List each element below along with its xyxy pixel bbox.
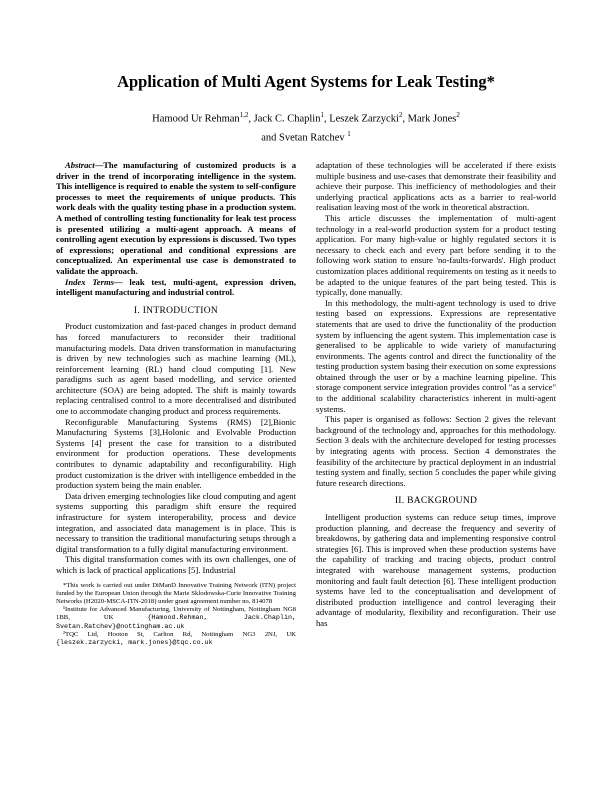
author-name: , Leszek Zarzycki xyxy=(323,113,399,125)
affiliation-email: {Hamood.Rehman, Jack.Chaplin, Svetan.Ratchev}@nottingham.ac.uk xyxy=(56,614,296,631)
author-name: , Jack C. Chaplin xyxy=(248,113,321,125)
section-heading-introduction: I. INTRODUCTION xyxy=(133,305,219,316)
affil-sup: 1,2 xyxy=(239,111,249,119)
paragraph: Product customization and fast-paced changes in product demand has forced manufacturers to reconsider their traditional manufacturing models. Data driven transformation in manufacturing is driven by new technologies such as machine learning (ML), reinforcement learning (RL) hand cloud computing [1]. New paradigms such as agent based modelling, and service oriented architecture (SOA) are being adopted. The shift is mainly towards replacing centralised control to a more decentralised and distributed one to accommodate changing product and process requirements. xyxy=(56,321,296,417)
footnote-affiliation-1 xyxy=(56,606,296,631)
paragraph: This paper is organised as follows: Section 2 gives the relevant background of the technology and, approaches for this methodology. Section 3 deals with the architecture developed for testing processes by integrating agents with process. Section 4 demonstrates the feasibility of the architecture by practical deployment in an industrial testing system and finally, section 5 concludes the paper while giving future research directions. xyxy=(316,414,556,488)
paragraph: Data driven emerging technologies like cloud computing and agent systems supporting this paradigm shift ensure the required infrastructure for system interoperability, process and device integration, and associated data management is in place. This is necessary to transition the traditional manufacturing setups through a digital transformation to a fully digital manufacturing environment. xyxy=(56,490,296,554)
paragraph: This digital transformation comes with its own challenges, one of which is lack of practical applications [5]. Industrial xyxy=(56,554,296,575)
author-block xyxy=(80,108,532,145)
footnotes xyxy=(56,582,296,648)
right-column xyxy=(316,160,556,629)
paragraph: This article discusses the implementation of multi-agent technology in a real-world production system for a product testing application. For many high-value or highly regulated sectors it is necessary to check each and every part before sending it to the following work station to ensure 'no-faults-forwards'. High product customization places additional requirements on testing as it needs to be adapted to the unique features of the part being tested. This is typically, done manually. xyxy=(316,212,556,298)
footnote-affiliation-2 xyxy=(56,631,296,647)
abstract xyxy=(56,160,296,277)
affiliation-text: ¹Institute for Advanced Manufacturing, University of Nottingham, Nottingham NG8 1BB, UK xyxy=(56,606,296,622)
index-terms-label: Index Terms xyxy=(65,276,114,287)
paragraph: Intelligent production systems can reduce setup times, improve production planning, and decrease the frequency and severity of breakdowns, by gathering data and implementing responsive control strategies [6]. This is improved when these production systems have the capability of tracking and tracing objects, product control integrated with warehouse management systems, production monitoring and fault fault detection [6]. These intelligent production systems have led to the conceptualisation and development of distributed production intelligence and control leveraging their advantage of modularity, flexibility and reconfiguration. Their use has xyxy=(316,512,556,628)
author-name: Hamood Ur Rehman xyxy=(152,113,240,125)
section-heading-background: II. BACKGROUND xyxy=(394,496,478,507)
author-line-1 xyxy=(80,108,532,127)
affiliation-email: {leszek.zarzycki, mark.jones}@tqc.co.uk xyxy=(56,638,213,647)
paragraph: adaptation of these technologies will be accelerated if there exists multiple business and use-cases that demonstrate their feasibility and achieve their purpose. This inefficiency of methodologies and their underlying practical applications acts as a barrier to real-world realisation leaving most of the work in theoretical abstraction. xyxy=(316,160,556,213)
abstract-label: Abstract xyxy=(65,160,95,170)
abstract-text: —The manufacturing of customized products is a driver in the trend of incorporating intelligence in the system. This intelligence is required to enable the system to self-configure processes to meet the requirements of unique products. This work deals with the quality testing phase in a production system. A method of controlling testing functionality for leak test process is presented utilizing a multi-agent approach. A means of controlling agent execution by expressions is discussed. Two types of expressions; operational and conditional expressions are conceptualized. An experimental use case is demonstrated to validate the approach. xyxy=(56,160,296,276)
author-name: , Mark Jones xyxy=(402,113,457,125)
paper-title: Application of Multi Agent Systems for Leak Testing* xyxy=(117,72,495,91)
paragraph: Reconfigurable Manufacturing Systems (RMS) [2],Bionic Manufacturing Systems [3],Holonic and Evolvable Production Systems [4] present the case for transition to a distributed environment for production operations. These developments contributes to dynamic adaptability and reconfigurability. High product customization is the driver with intelligence embedded in the production system being the main enabler. xyxy=(56,416,296,491)
author-name: and Svetan Ratchev xyxy=(261,132,345,143)
author-line-2 xyxy=(80,127,532,146)
index-terms xyxy=(56,277,296,298)
footnote-funding: *This work is carried out under DiManD Innovative Training Network (ITN) project funded by the European Union through the Marie Sklodowska-Curie Innovative Training Networks (H2020-MSCA-ITN-2018) under grant agreement number no. 814078 xyxy=(56,581,296,605)
affil-sup: 2 xyxy=(456,111,460,119)
affiliation-text: ²TQC Ltd, Hooton St, Carlton Rd, Nottingham NG3 2NJ, UK xyxy=(63,630,296,638)
affil-sup: 2 xyxy=(398,111,403,119)
index-terms-text: — leak test, multi-agent, expression driven, intelligent manufacturing and industrial control. xyxy=(56,276,296,298)
affil-sup: 1 xyxy=(320,111,324,119)
left-column xyxy=(56,160,296,647)
affil-sup: 1 xyxy=(347,129,351,138)
paragraph: In this methodology, the multi-agent technology is used to drive testing based on expressions. Expressions are representative statements that are used to drive the functionality of the production system by influencing the agent system. This implementation case is generalised to be applicable to wide variety of manufacturing environments. The agents control and direct the functionality of the testing production system basing their execution on some expressions obtained through the user or by a machine learning pipeline. This storage component service integration provides control "as a service" to the additional scalability characteristics inherent in multi-agent systems. xyxy=(316,297,556,414)
